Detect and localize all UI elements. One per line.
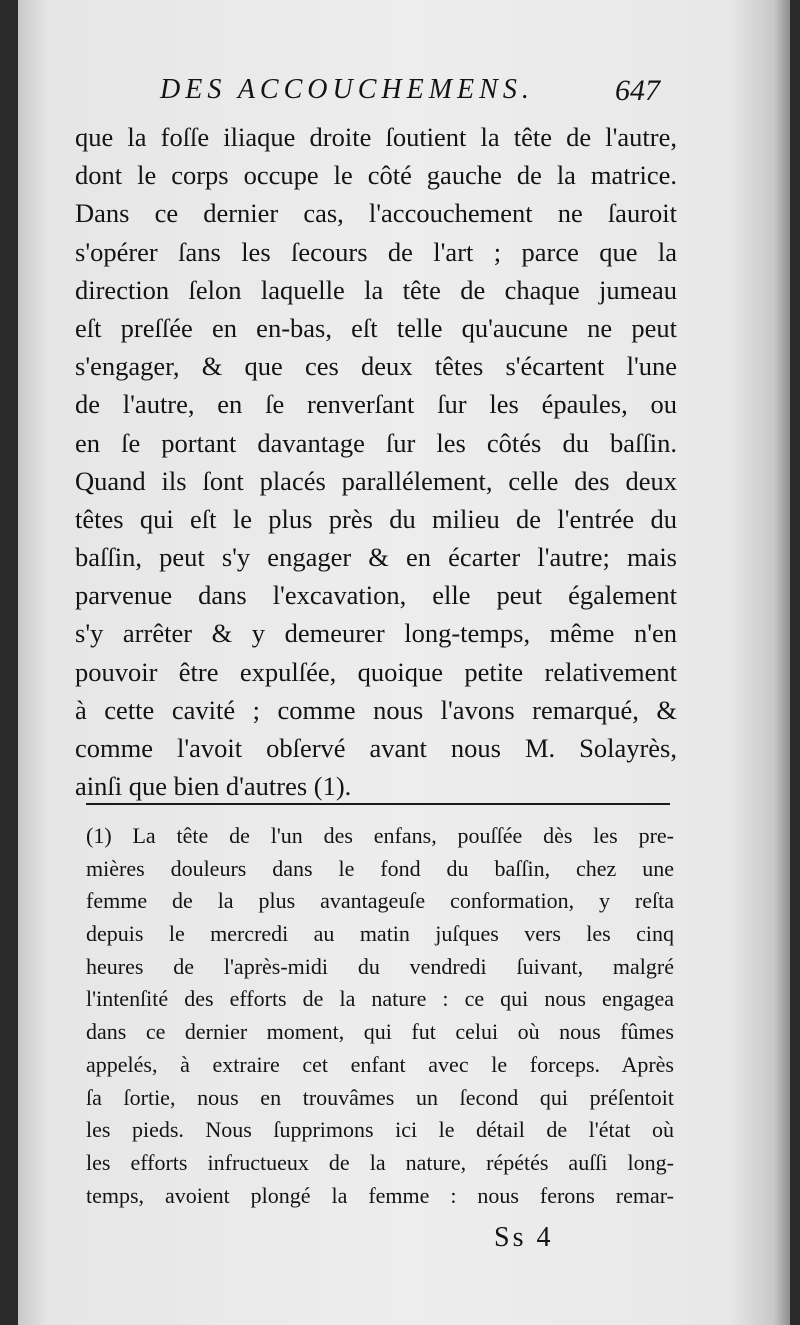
text-line: parvenue dans l'excavation, elle peut également <box>75 580 677 611</box>
text-line: s'opérer ſans les ſecours de l'art ; parce que la <box>75 236 677 267</box>
text-line: ainſi que bien d'autres (1). <box>75 771 352 802</box>
text-line: têtes qui eſt le plus près du milieu de l'entrée du <box>75 503 677 534</box>
footnote-line: appelés, à extraire cet enfant avec le forceps. Après <box>86 1051 674 1077</box>
text-line: dont le corps occupe le côté gauche de la matrice. <box>75 160 677 191</box>
text-line: en ſe portant davantage ſur les côtés du baſſin. <box>75 427 677 458</box>
page-edge-shadow <box>774 0 790 1325</box>
page-number: 647 <box>615 74 660 107</box>
text-line: s'y arrêter & y demeurer long-temps, même n'en <box>75 618 677 649</box>
text-line: Dans ce dernier cas, l'accouchement ne ſauroit <box>75 198 677 229</box>
footnote-line: femme de la plus avantageuſe conformation, y reſta <box>86 888 674 914</box>
text-line: de l'autre, en ſe renverſant ſur les épaules, ou <box>75 389 677 420</box>
footnote-line: depuis le mercredi au matin juſques vers les cinq <box>86 921 674 947</box>
text-line: baſſin, peut s'y engager & en écarter l'autre; mais <box>75 542 677 573</box>
main-text <box>75 118 677 805</box>
running-head: DES ACCOUCHEMENS. <box>160 74 534 105</box>
footnote-line: l'intenſité des efforts de la nature : ce qui nous engagea <box>86 986 674 1012</box>
text-line: comme l'avoit obſervé avant nous M. Solayrès, <box>75 733 677 763</box>
text-line: eſt preſſée en en-bas, eſt telle qu'aucune ne peut <box>75 312 677 343</box>
text-line: à cette cavité ; comme nous l'avons remarqué, & <box>75 694 677 725</box>
text-line: que la foſſe iliaque droite ſoutient la tête de l'autre, <box>75 122 677 152</box>
footnote <box>86 820 674 1212</box>
signature-mark: Ss 4 <box>494 1222 554 1253</box>
text-line: pouvoir être expulſée, quoique petite relativement <box>75 656 677 687</box>
book-page <box>18 0 790 1325</box>
footnote-line: les efforts infructueux de la nature, répétés auſſi long- <box>86 1149 674 1175</box>
text-line: direction ſelon laquelle la tête de chaque jumeau <box>75 274 677 305</box>
text-line: Quand ils ſont placés parallélement, celle des deux <box>75 465 677 496</box>
footnote-line: temps, avoient plongé la femme : nous ferons remar- <box>86 1182 674 1208</box>
footnote-line: mières douleurs dans le fond du baſſin, chez une <box>86 855 674 881</box>
page-header <box>160 74 660 114</box>
footnote-line: dans ce dernier moment, qui fut celui où nous fûmes <box>86 1019 674 1045</box>
footnote-line: (1) La tête de l'un des enfans, pouſſée dès les pre- <box>86 823 674 848</box>
footnote-line: heures de l'après-midi du vendredi ſuivant, malgré <box>86 953 674 979</box>
footnote-line: ſa ſortie, nous en trouvâmes un ſecond qui préſentoit <box>86 1084 674 1110</box>
footnote-line: les pieds. Nous ſupprimons ici le détail de l'état où <box>86 1117 674 1143</box>
text-line: s'engager, & que ces deux têtes s'écartent l'une <box>75 351 677 382</box>
footnote-divider <box>86 803 670 805</box>
